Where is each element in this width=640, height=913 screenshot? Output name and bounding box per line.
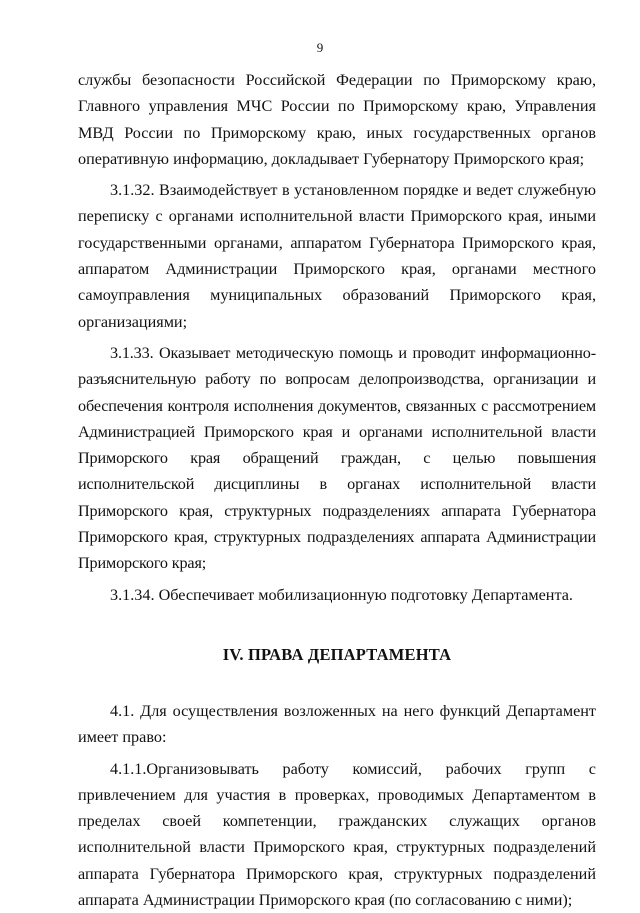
document-body — [78, 67, 596, 913]
paragraph-3-1-32: 3.1.32. Взаимодействует в установленном порядке и ведет служебную переписку с органами исполнительной власти Приморского края, иными государственными органами, аппаратом Губернатора Приморского края, аппаратом Администрации Приморского края, органами местного самоуправления муниципальных образований Приморского края, организациями; — [78, 181, 596, 331]
paragraph-3-1-33: 3.1.33. Оказывает методическую помощь и проводит информационно-разъяснительную работу по вопросам делопроизводства, организации и обеспечения контроля исполнения документов, связанных с рассмотрением Администрацией Приморского края и органами исполнительной власти Приморского края обращений граждан, с целью повышения исполнительской дисциплины в органах исполнительной власти Приморского края, структурных подразделениях аппарата Губернатора Приморского края, структурных подразделениях аппарата Администрации Приморского края; — [78, 343, 596, 573]
page-number: 9 — [316, 40, 324, 55]
paragraph-3-1-34: 3.1.34. Обеспечивает мобилизационную подготовку Департамента. — [110, 585, 573, 604]
paragraph-continuation: службы безопасности Российской Федерации по Приморскому краю, Главного управления МЧС России по Приморскому краю, Управления МВД России по Приморскому краю, иных государственных органов оперативную информацию, докладывает Губернатору Приморского края; — [78, 71, 596, 168]
paragraph-4-1: 4.1. Для осуществления возложенных на него функций Департамент имеет право: — [78, 701, 596, 747]
paragraph-4-1-1: 4.1.1.Организовывать работу комиссий, рабочих групп с привлечением для участия в проверках, проводимых Департаментом в пределах своей компетенции, гражданских служащих органов исполнительной власти Приморского края, структурных подразделений аппарата Губернатора Приморского края, структурных подразделений аппарата Администрации Приморского края (по согласованию с ними); — [78, 759, 596, 910]
section-title: IV. ПРАВА ДЕПАРТАМЕНТА — [222, 644, 452, 664]
